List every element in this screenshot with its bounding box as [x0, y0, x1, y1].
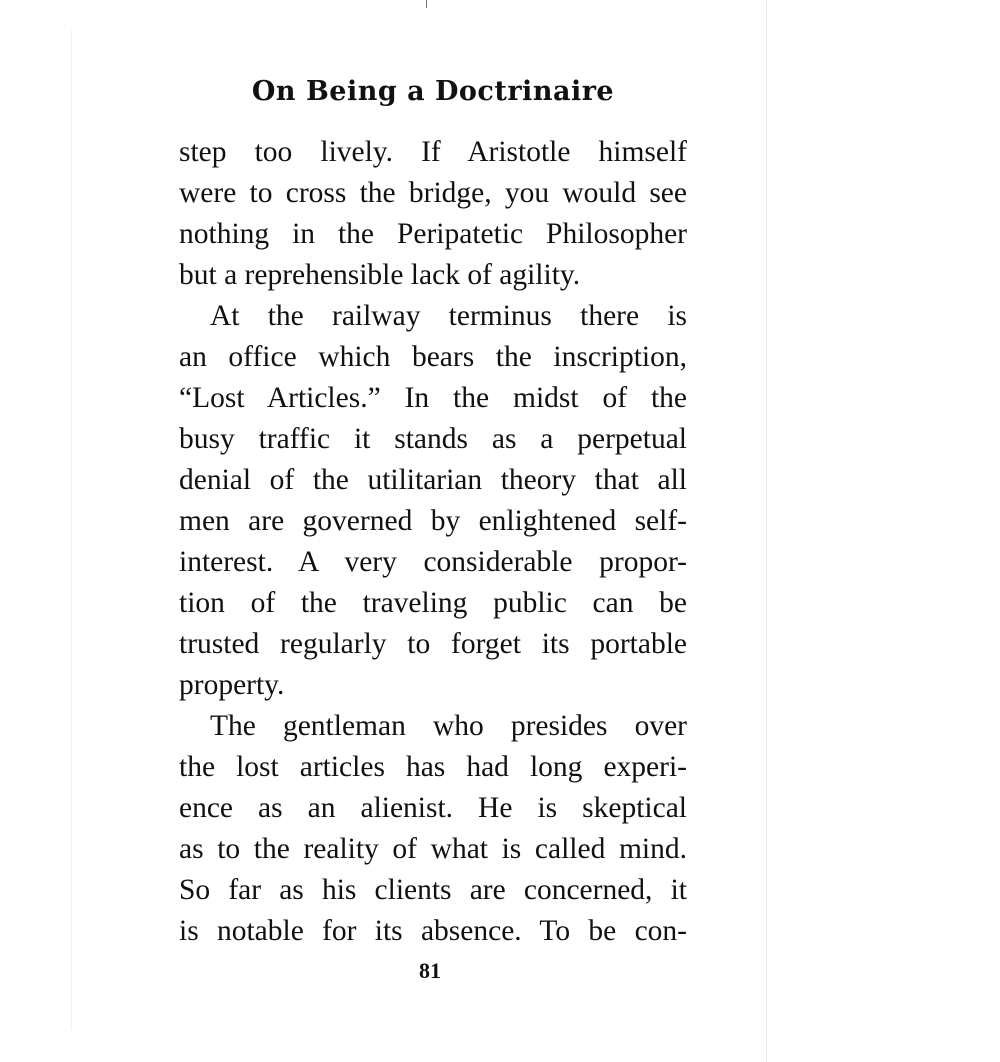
body-text — [179, 132, 687, 952]
running-head: On Being a Doctrinaire — [251, 76, 615, 107]
text-line: denial of the utilitarian theory that all — [179, 464, 687, 496]
page-edge-right — [766, 0, 767, 1062]
text-line: men are governed by enlightened self- — [179, 505, 687, 537]
text-line: So far as his clients are concerned, it — [179, 874, 687, 906]
text-line: nothing in the Peripatetic Philosopher — [179, 218, 687, 250]
text-line: interest. A very considerable propor- — [179, 546, 687, 578]
page-edge-left — [71, 30, 72, 1030]
text-line: tion of the traveling public can be — [179, 587, 687, 619]
text-line: property. — [179, 669, 285, 701]
text-line: trusted regularly to forget its portable — [179, 628, 687, 660]
text-line: ence as an alienist. He is skeptical — [179, 792, 687, 824]
text-line: At the railway terminus there is — [210, 300, 687, 332]
text-line: “Lost Articles.” In the midst of the — [179, 382, 687, 414]
text-line: is notable for its absence. To be con- — [179, 915, 687, 947]
page-number: 81 — [419, 958, 441, 983]
text-line: busy traffic it stands as a perpetual — [179, 423, 687, 455]
text-line: but a reprehensible lack of agility. — [179, 259, 581, 291]
text-line: an office which bears the inscription, — [179, 341, 687, 373]
text-line: step too lively. If Aristotle himself — [179, 136, 687, 168]
crop-mark — [426, 0, 427, 8]
text-line: were to cross the bridge, you would see — [179, 177, 687, 209]
text-line: as to the reality of what is called mind. — [179, 833, 687, 865]
text-line: the lost articles has had long experi- — [179, 751, 687, 783]
text-line: The gentleman who presides over — [210, 710, 687, 742]
